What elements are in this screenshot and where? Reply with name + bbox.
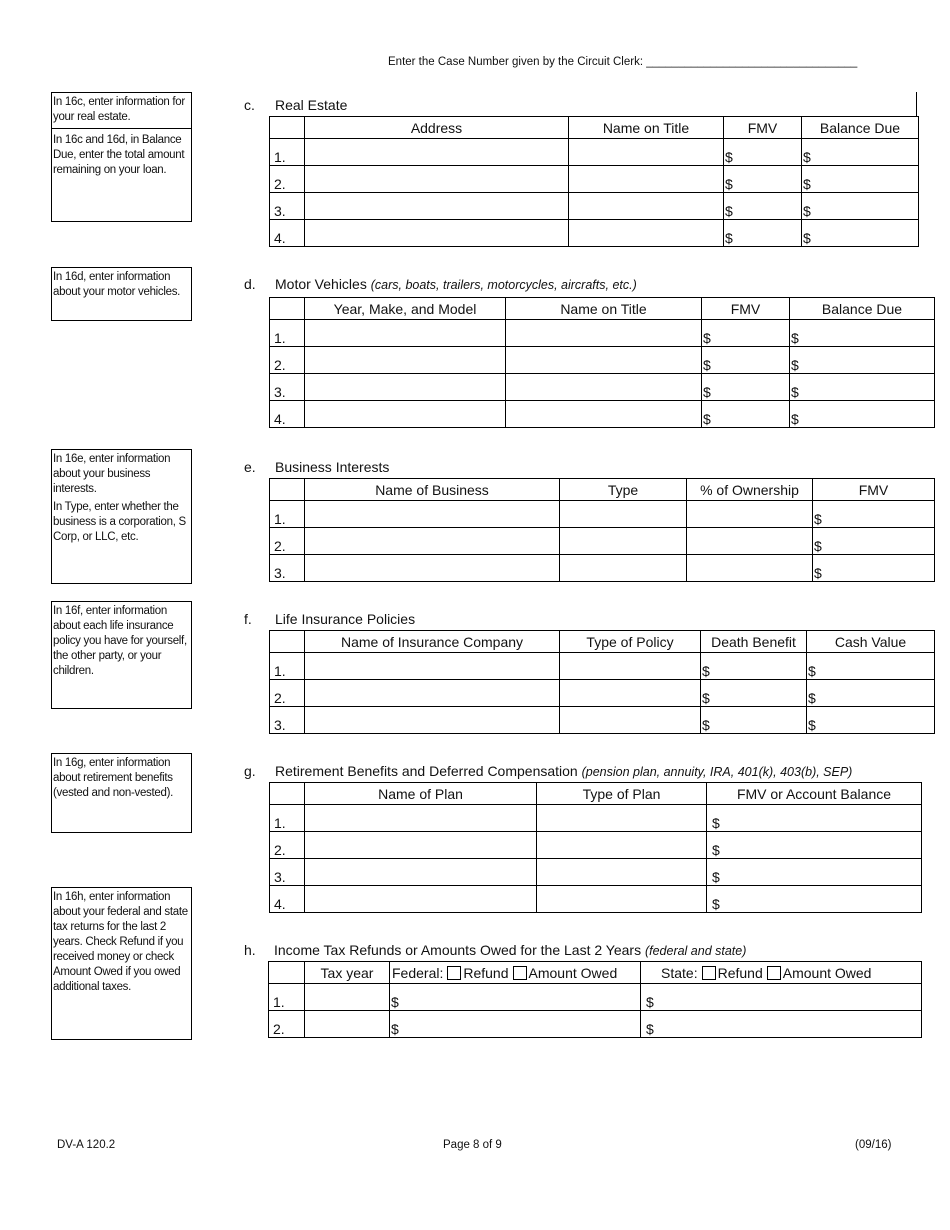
note-balance-due-text: In 16c and 16d, in Balance Due, enter the total amount remaining on your loan.	[52, 128, 192, 181]
ownership-input[interactable]	[687, 555, 813, 582]
name-on-title-input[interactable]	[569, 139, 724, 166]
federal-amount-input[interactable]: $	[390, 1011, 641, 1038]
name-on-title-input[interactable]	[506, 374, 702, 401]
plan-name-input[interactable]	[305, 832, 537, 859]
year-make-model-input[interactable]	[305, 320, 506, 347]
balance-due-input[interactable]: $	[790, 374, 935, 401]
column-header: Name of Business	[305, 479, 560, 501]
column-header: Name of Insurance Company	[305, 631, 560, 653]
state-header	[641, 962, 922, 984]
row-number: 3.	[270, 193, 305, 220]
section-d-title-text: Motor Vehicles	[275, 276, 367, 292]
fmv-input[interactable]: $	[724, 139, 802, 166]
revision-date: (09/16)	[855, 1139, 892, 1151]
table-row	[270, 401, 935, 428]
blank-header	[270, 631, 305, 653]
note-income-tax-text: In 16h, enter information about your federal and state tax returns for the last 2 years. Check Refund if you received money or check Amount Owed if you owed additional taxes.	[53, 891, 188, 993]
table-row	[270, 680, 935, 707]
name-on-title-input[interactable]	[506, 320, 702, 347]
row-number: 4.	[270, 401, 305, 428]
business-interests-table	[269, 478, 935, 582]
name-on-title-input[interactable]	[506, 347, 702, 374]
table-row	[270, 193, 919, 220]
section-g-letter: g.	[244, 763, 256, 779]
section-c-edge	[916, 92, 917, 116]
policy-type-input[interactable]	[560, 680, 701, 707]
note-business-text: In 16e, enter information about your business interests.	[53, 453, 171, 495]
state-label: State:	[661, 964, 698, 981]
fmv-input[interactable]: $	[702, 320, 790, 347]
section-h-title	[274, 942, 746, 958]
policy-type-input[interactable]	[560, 707, 701, 734]
motor-vehicles-table	[269, 297, 935, 428]
plan-name-input[interactable]	[305, 886, 537, 913]
note-life-insurance	[51, 601, 192, 709]
business-name-input[interactable]	[305, 528, 560, 555]
table-row	[270, 347, 935, 374]
row-number: 1.	[270, 501, 305, 528]
year-make-model-input[interactable]	[305, 374, 506, 401]
state-amount-input[interactable]: $	[641, 984, 922, 1011]
section-h-subtitle: (federal and state)	[644, 944, 747, 958]
year-make-model-input[interactable]	[305, 401, 506, 428]
table-header-row	[270, 117, 919, 139]
section-d-subtitle: (cars, boats, trailers, motorcycles, aircrafts, etc.)	[370, 278, 637, 292]
tax-year-input[interactable]	[305, 1011, 390, 1038]
fmv-input[interactable]: $	[702, 347, 790, 374]
fmv-input[interactable]: $	[724, 193, 802, 220]
blank-header	[270, 479, 305, 501]
section-f-letter: f.	[244, 611, 252, 627]
account-balance-input[interactable]: $	[707, 832, 922, 859]
section-c-letter: c.	[244, 97, 255, 113]
column-header: Balance Due	[790, 298, 935, 320]
table-row	[270, 320, 935, 347]
plan-type-input[interactable]	[537, 886, 707, 913]
state-refund-checkbox[interactable]	[702, 966, 716, 980]
row-number: 1.	[269, 984, 305, 1011]
federal-amount-input[interactable]: $	[390, 984, 641, 1011]
insurance-company-input[interactable]	[305, 707, 560, 734]
column-header: FMV	[724, 117, 802, 139]
retirement-benefits-table	[269, 782, 922, 913]
section-g-title	[275, 763, 852, 779]
balance-due-input[interactable]: $	[802, 193, 919, 220]
business-type-input[interactable]	[560, 528, 687, 555]
address-input[interactable]	[305, 220, 569, 247]
ownership-input[interactable]	[687, 528, 813, 555]
address-input[interactable]	[305, 139, 569, 166]
row-number: 1.	[270, 653, 305, 680]
business-name-input[interactable]	[305, 501, 560, 528]
note-real-estate-text: In 16c, enter information for your real estate.	[53, 96, 185, 123]
federal-amount-owed-label: Amount Owed	[528, 964, 618, 981]
table-row	[270, 832, 922, 859]
blank-header	[270, 783, 305, 805]
row-number: 1.	[270, 139, 305, 166]
name-on-title-input[interactable]	[506, 401, 702, 428]
section-g-subtitle: (pension plan, annuity, IRA, 401(k), 403(b), SEP)	[581, 765, 853, 779]
section-e-letter: e.	[244, 459, 256, 475]
business-type-input[interactable]	[560, 501, 687, 528]
fmv-input[interactable]: $	[813, 555, 935, 582]
section-h-title-text: Income Tax Refunds or Amounts Owed for the Last 2 Years	[274, 942, 642, 958]
section-g-title-text: Retirement Benefits and Deferred Compensation	[275, 763, 578, 779]
federal-refund-label: Refund	[463, 964, 509, 981]
row-number: 1.	[270, 805, 305, 832]
state-amount-owed-checkbox[interactable]	[767, 966, 781, 980]
row-number: 3.	[270, 859, 305, 886]
column-header: Name on Title	[506, 298, 702, 320]
row-number: 4.	[270, 886, 305, 913]
row-number: 2.	[270, 832, 305, 859]
balance-due-input[interactable]: $	[802, 139, 919, 166]
section-e-title: Business Interests	[275, 459, 390, 475]
fmv-input[interactable]: $	[813, 501, 935, 528]
column-header: Cash Value	[807, 631, 935, 653]
account-balance-input[interactable]: $	[707, 859, 922, 886]
table-row	[270, 220, 919, 247]
column-header: % of Ownership	[687, 479, 813, 501]
section-h-letter: h.	[244, 942, 256, 958]
note-motor-vehicles	[51, 267, 192, 321]
section-d-letter: d.	[244, 276, 256, 292]
cash-value-input[interactable]: $	[807, 680, 935, 707]
row-number: 3.	[270, 707, 305, 734]
insurance-company-input[interactable]	[305, 653, 560, 680]
table-header-row	[269, 962, 922, 984]
table-row	[270, 528, 935, 555]
row-number: 2.	[270, 166, 305, 193]
column-header: Death Benefit	[701, 631, 807, 653]
fmv-input[interactable]: $	[724, 220, 802, 247]
death-benefit-input[interactable]: $	[701, 680, 807, 707]
table-row	[270, 555, 935, 582]
name-on-title-input[interactable]	[569, 220, 724, 247]
column-header: FMV	[813, 479, 935, 501]
note-retirement-text: In 16g, enter information about retirement benefits (vested and non-vested).	[53, 757, 174, 799]
note-business-type-text: In Type, enter whether the business is a corporation, S Corp, or LLC, etc.	[53, 501, 186, 543]
row-number: 4.	[270, 220, 305, 247]
policy-type-input[interactable]	[560, 653, 701, 680]
row-number: 3.	[270, 374, 305, 401]
note-income-tax	[51, 887, 192, 1040]
plan-name-input[interactable]	[305, 859, 537, 886]
plan-name-input[interactable]	[305, 805, 537, 832]
account-balance-input[interactable]: $	[707, 805, 922, 832]
table-row	[270, 886, 922, 913]
business-name-input[interactable]	[305, 555, 560, 582]
column-header: Name on Title	[569, 117, 724, 139]
note-motor-vehicles-text: In 16d, enter information about your motor vehicles.	[53, 271, 181, 298]
section-f-title: Life Insurance Policies	[275, 611, 416, 627]
column-header: Tax year	[305, 962, 390, 984]
table-header-row	[270, 631, 935, 653]
plan-type-input[interactable]	[537, 805, 707, 832]
table-row	[269, 1011, 922, 1038]
plan-type-input[interactable]	[537, 832, 707, 859]
name-on-title-input[interactable]	[569, 166, 724, 193]
life-insurance-table	[269, 630, 935, 734]
federal-refund-checkbox[interactable]	[447, 966, 461, 980]
page-number: Page 8 of 9	[443, 1139, 502, 1151]
balance-due-input[interactable]: $	[802, 166, 919, 193]
column-header: FMV or Account Balance	[707, 783, 922, 805]
ownership-input[interactable]	[687, 501, 813, 528]
tax-year-input[interactable]	[305, 984, 390, 1011]
death-benefit-input[interactable]: $	[701, 707, 807, 734]
state-amount-owed-label: Amount Owed	[782, 964, 872, 981]
business-type-input[interactable]	[560, 555, 687, 582]
blank-header	[269, 962, 305, 984]
row-number: 2.	[270, 347, 305, 374]
note-business-interests	[51, 449, 192, 584]
state-refund-label: Refund	[717, 964, 763, 981]
plan-type-input[interactable]	[537, 859, 707, 886]
fmv-input[interactable]: $	[702, 401, 790, 428]
cash-value-input[interactable]: $	[807, 653, 935, 680]
note-life-insurance-text: In 16f, enter information about each life insurance policy you have for yourself, the other party, or your children.	[53, 605, 187, 677]
row-number: 2.	[270, 528, 305, 555]
insurance-company-input[interactable]	[305, 680, 560, 707]
table-header-row	[270, 479, 935, 501]
real-estate-table	[269, 116, 919, 247]
account-balance-input[interactable]: $	[707, 886, 922, 913]
note-retirement	[51, 753, 192, 833]
column-header: Year, Make, and Model	[305, 298, 506, 320]
row-number: 3.	[270, 555, 305, 582]
case-number-label: Enter the Case Number given by the Circuit Clerk: _________________________________	[388, 56, 858, 68]
column-header: Name of Plan	[305, 783, 537, 805]
blank-header	[270, 117, 305, 139]
address-input[interactable]	[305, 193, 569, 220]
federal-label: Federal:	[392, 964, 444, 981]
note-real-estate	[51, 92, 192, 222]
column-header: Type of Plan	[537, 783, 707, 805]
column-header: Type	[560, 479, 687, 501]
balance-due-input[interactable]: $	[790, 320, 935, 347]
fmv-input[interactable]: $	[813, 528, 935, 555]
table-row	[270, 859, 922, 886]
income-tax-table	[268, 961, 922, 1038]
table-row	[270, 139, 919, 166]
column-header: Type of Policy	[560, 631, 701, 653]
state-amount-input[interactable]: $	[641, 1011, 922, 1038]
table-header-row	[270, 783, 922, 805]
table-row	[270, 166, 919, 193]
table-row	[270, 805, 922, 832]
table-row	[270, 374, 935, 401]
form-id: DV-A 120.2	[57, 1139, 116, 1151]
row-number: 1.	[270, 320, 305, 347]
section-d-title	[275, 276, 637, 292]
row-number: 2.	[269, 1011, 305, 1038]
table-row	[270, 501, 935, 528]
balance-due-input[interactable]: $	[790, 347, 935, 374]
name-on-title-input[interactable]	[569, 193, 724, 220]
federal-amount-owed-checkbox[interactable]	[513, 966, 527, 980]
column-header: Balance Due	[802, 117, 919, 139]
blank-header	[270, 298, 305, 320]
table-row	[270, 707, 935, 734]
cash-value-input[interactable]: $	[807, 707, 935, 734]
column-header: Address	[305, 117, 569, 139]
address-input[interactable]	[305, 166, 569, 193]
federal-header	[390, 962, 641, 984]
column-header: FMV	[702, 298, 790, 320]
table-header-row	[270, 298, 935, 320]
table-row	[269, 984, 922, 1011]
balance-due-input[interactable]: $	[802, 220, 919, 247]
year-make-model-input[interactable]	[305, 347, 506, 374]
row-number: 2.	[270, 680, 305, 707]
balance-due-input[interactable]: $	[790, 401, 935, 428]
fmv-input[interactable]: $	[724, 166, 802, 193]
table-row	[270, 653, 935, 680]
fmv-input[interactable]: $	[702, 374, 790, 401]
section-c-title: Real Estate	[275, 97, 348, 113]
death-benefit-input[interactable]: $	[701, 653, 807, 680]
